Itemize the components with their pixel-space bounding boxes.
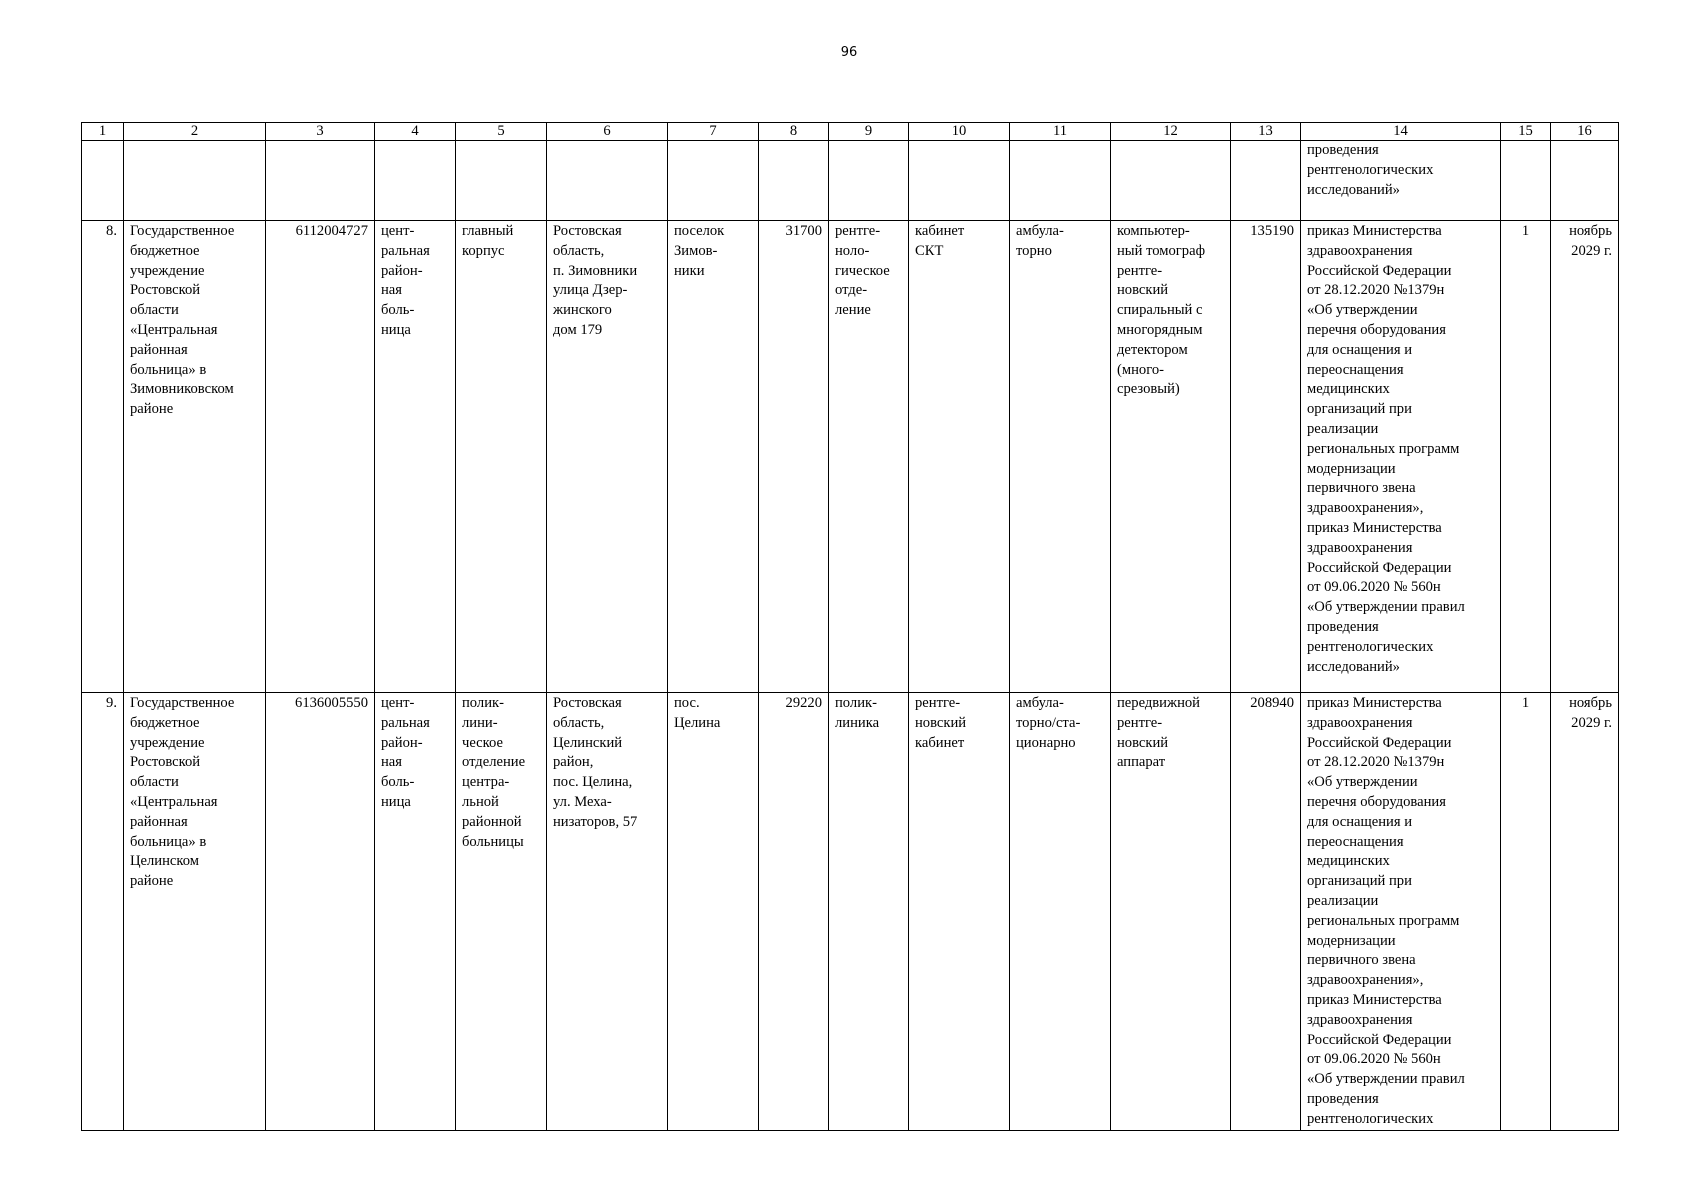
cell-building: полик- лини- ческое отделение центра- льной районной больницы xyxy=(456,693,547,1131)
cell-care-mode: амбула- торно xyxy=(1010,221,1111,693)
cell-locality: поселок Зимов- ники xyxy=(668,221,759,693)
cell-institution xyxy=(124,141,266,221)
cell-org-type: цент- ральная район- ная боль- ница xyxy=(375,693,456,1131)
cell-equipment: передвижной рентге- новский аппарат xyxy=(1111,693,1231,1131)
cell-institution: Государственное бюджетное учреждение Ростовской области «Центральная районная больница» в Зимовниковском районе xyxy=(124,221,266,693)
column-number: 9 xyxy=(829,123,909,141)
cell-department: полик- линика xyxy=(829,693,909,1131)
column-number: 4 xyxy=(375,123,456,141)
table-row xyxy=(82,693,1619,1131)
table-row-continuation xyxy=(82,141,1619,221)
cell-deadline: ноябрь 2029 г. xyxy=(1551,693,1619,1131)
column-number: 11 xyxy=(1010,123,1111,141)
cell-org-type xyxy=(375,141,456,221)
cell-care-mode: амбула- торно/ста- ционарно xyxy=(1010,693,1111,1131)
cell-quantity: 1 xyxy=(1501,693,1551,1131)
cell-locality xyxy=(668,141,759,221)
cell-cost: 208940 xyxy=(1231,693,1301,1131)
cell-equipment: компьютер- ный томограф рентге- новский спиральный с многорядным детектором (много- срезовый) xyxy=(1111,221,1231,693)
cell-building: главный корпус xyxy=(456,221,547,693)
cell-equipment xyxy=(1111,141,1231,221)
cell-population: 29220 xyxy=(759,693,829,1131)
column-number: 2 xyxy=(124,123,266,141)
equipment-table xyxy=(81,122,1619,1131)
column-number-header xyxy=(82,123,1619,141)
cell-inn xyxy=(266,141,375,221)
cell-inn: 6136005550 xyxy=(266,693,375,1131)
cell-org-type: цент- ральная район- ная боль- ница xyxy=(375,221,456,693)
column-number: 5 xyxy=(456,123,547,141)
cell-department xyxy=(829,141,909,221)
cell-care-mode xyxy=(1010,141,1111,221)
cell-deadline xyxy=(1551,141,1619,221)
column-number: 10 xyxy=(909,123,1010,141)
cell-locality: пос. Целина xyxy=(668,693,759,1131)
cell-population xyxy=(759,141,829,221)
cell-address: Ростовская область, п. Зимовники улица Дзер- жинского дом 179 xyxy=(547,221,668,693)
table-row xyxy=(82,221,1619,693)
cell-institution: Государственное бюджетное учреждение Ростовской области «Центральная районная больница» в Целинском районе xyxy=(124,693,266,1131)
column-number: 1 xyxy=(82,123,124,141)
cell-row-number: 9. xyxy=(82,693,124,1131)
cell-row-number xyxy=(82,141,124,221)
column-number: 12 xyxy=(1111,123,1231,141)
cell-deadline: ноябрь 2029 г. xyxy=(1551,221,1619,693)
cell-legal-basis: приказ Министерства здравоохранения Российской Федерации от 28.12.2020 №1379н «Об утверждении перечня оборудования для оснащения и переоснащения медицинских организаций при реализации региональных программ модернизации первичного звена здравоохранения», приказ Министерства здравоохранения Российской Федерации от 09.06.2020 № 560н «Об утверждении правил проведения рентгенологических исследований» xyxy=(1301,221,1501,693)
cell-legal-basis: проведения рентгенологических исследований» xyxy=(1301,141,1501,221)
column-number: 13 xyxy=(1231,123,1301,141)
column-number: 3 xyxy=(266,123,375,141)
header-row xyxy=(82,123,1619,141)
column-number: 8 xyxy=(759,123,829,141)
cell-address: Ростовская область, Целинский район, пос. Целина, ул. Меха- низаторов, 57 xyxy=(547,693,668,1131)
column-number: 15 xyxy=(1501,123,1551,141)
cell-building xyxy=(456,141,547,221)
page-number: 96 xyxy=(840,45,858,60)
cell-department: рентге- ноло- гическое отде- ление xyxy=(829,221,909,693)
cell-cost xyxy=(1231,141,1301,221)
cell-row-number: 8. xyxy=(82,221,124,693)
cell-room: рентге- новский кабинет xyxy=(909,693,1010,1131)
cell-quantity: 1 xyxy=(1501,221,1551,693)
column-number: 14 xyxy=(1301,123,1501,141)
cell-room: кабинет СКТ xyxy=(909,221,1010,693)
cell-legal-basis: приказ Министерства здравоохранения Российской Федерации от 28.12.2020 №1379н «Об утверждении перечня оборудования для оснащения и переоснащения медицинских организаций при реализации региональных программ модернизации первичного звена здравоохранения», приказ Министерства здравоохранения Российской Федерации от 09.06.2020 № 560н «Об утверждении правил проведения рентгенологических xyxy=(1301,693,1501,1131)
cell-room xyxy=(909,141,1010,221)
cell-quantity xyxy=(1501,141,1551,221)
column-number: 6 xyxy=(547,123,668,141)
column-number: 7 xyxy=(668,123,759,141)
cell-address xyxy=(547,141,668,221)
cell-inn: 6112004727 xyxy=(266,221,375,693)
cell-cost: 135190 xyxy=(1231,221,1301,693)
column-number: 16 xyxy=(1551,123,1619,141)
cell-population: 31700 xyxy=(759,221,829,693)
